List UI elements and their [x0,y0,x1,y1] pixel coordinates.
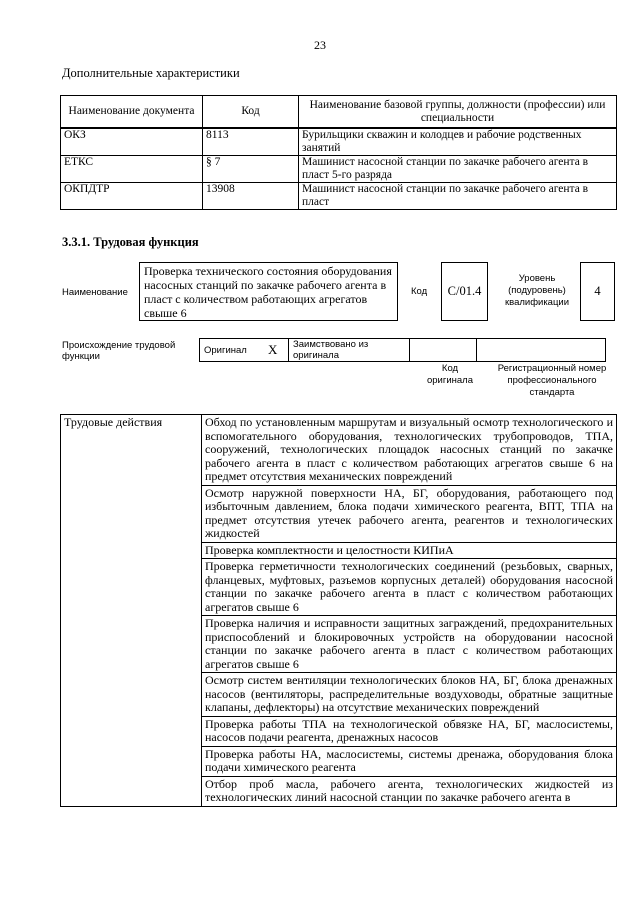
action-item: Проверка работы НА, маслосистемы, системы дренажа, оборудования блока подачи химического реагента [202,746,617,776]
cell-group: Машинист насосной станции по закачке рабочего агента в пласт 5-го разряда [299,156,617,183]
origin-table [199,338,606,362]
original-mark: X [264,339,289,362]
cell-code: 8113 [203,128,299,156]
labor-actions-label: Трудовые действия [61,415,202,807]
action-item: Проверка работы ТПА на технологической обвязке НА, БГ, маслосистемы, насосов подачи реагента, дренажных насосов [202,716,617,746]
function-code: С/01.4 [441,262,488,321]
cell-document: ЕТКС [61,156,203,183]
cell-code: 13908 [203,183,299,210]
header-group: Наименование базовой группы, должности (профессии) или специальности [299,96,617,129]
cell-document: ОКПДТР [61,183,203,210]
table-row [61,415,617,486]
action-item: Проверка комплектности и целостности КИПиА [202,542,617,559]
name-label: Наименование [62,287,128,298]
level-label: Уровень (подуровень) квалификации [504,273,570,308]
code-original-cell [410,339,477,362]
cell-code: § 7 [203,156,299,183]
code-original-label: Код оригинала [426,363,473,386]
original-label: Оригинал [200,339,265,362]
cell-document: ОКЗ [61,128,203,156]
borrowed-label: Заимствовано из оригинала [289,339,410,362]
action-item: Проверка наличия и исправности защитных заграждений, предохранительных приспособлений и блокировочных устройств на оборудовании насосной станции по закачке рабочего агента в пласт с количеством работающих агрегатов свыше 6 [202,616,617,673]
action-item: Обход по установленным маршрутам и визуальный осмотр технологического и вспомогательного оборудования, технологических трубопроводов, ТПА, сооружений, технологических площадок насосных станций по закачке рабочего агента в пласт с количеством работающих агрегатов свыше 6 на предмет отсутствия механических повреждений [202,415,617,486]
action-item: Проверка герметичности технологических соединений (резьбовых, сварных, фланцевых, муфтовых, разъемов корпусных деталей) оборудования насосной станции по закачке рабочего агента в пласт с количеством работающих агрегатов свыше 6 [202,559,617,616]
action-item: Осмотр наружной поверхности НА, БГ, оборудования, работающего под избыточным давлением, блока подачи химического реагента, ВПТ, ТПА на предмет отсутствия утечек рабочего агента, реагентов и технологических жидкостей [202,485,617,542]
function-name: Проверка технического состояния оборудования насосных станций по закачке рабочего агента в пласт с количеством работающих агрегатов свыше 6 [139,262,398,321]
reg-number-label: Регистрационный номер профессионального стандарта [497,363,607,398]
reg-number-cell [477,339,606,362]
labor-actions-table [60,414,617,807]
action-item: Осмотр систем вентиляции технологических блоков НА, БГ, блока дренажных насосов (вентиляторы, распределительные воздуховоды, обратные защитные клапаны, дефлекторы) на отсутствие механических повреждений [202,673,617,717]
qualification-level: 4 [580,262,615,321]
header-code: Код [203,96,299,129]
action-item: Отбор проб масла, рабочего агента, технологических жидкостей из технологических линий насосной станции по закачке рабочего агента в [202,776,617,806]
page-number: 23 [314,38,326,52]
header-document: Наименование документа [61,96,203,129]
additional-characteristics-title: Дополнительные характеристики [62,66,240,80]
cell-group: Машинист насосной станции по закачке рабочего агента в пласт [299,183,617,210]
table-row [61,156,617,183]
function-heading: 3.3.1. Трудовая функция [62,235,199,249]
table-header-row [61,96,617,129]
origin-label: Происхождение трудовой функции [62,340,176,362]
cell-group: Бурильщики скважин и колодцев и рабочие родственных занятий [299,128,617,156]
code-label: Код [411,286,428,297]
classification-table [60,95,617,210]
table-row [61,183,617,210]
table-row [61,128,617,156]
